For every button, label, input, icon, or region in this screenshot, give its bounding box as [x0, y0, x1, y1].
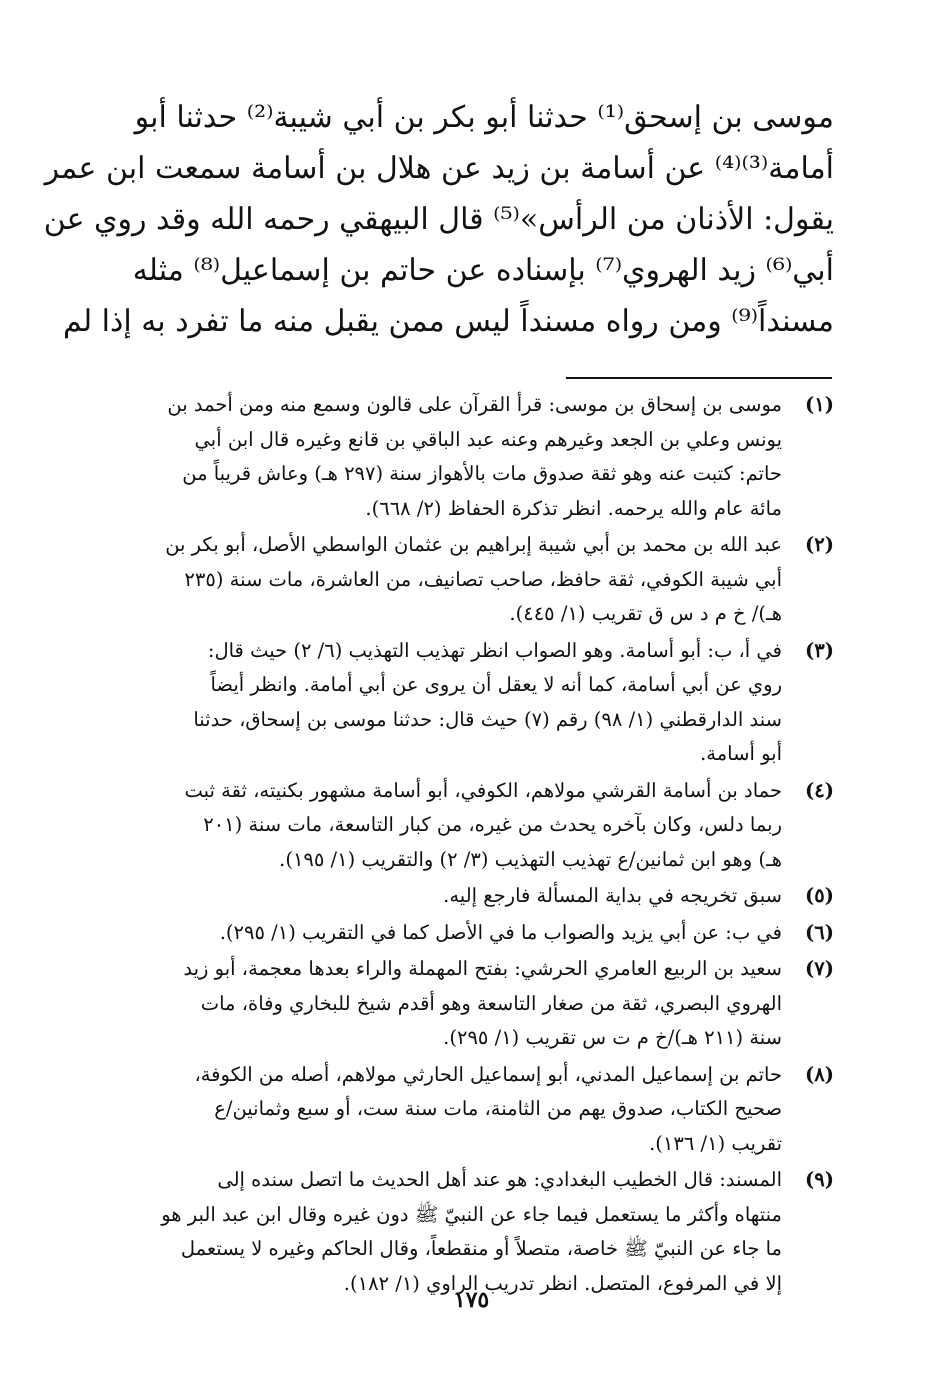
footnote-line: منتهاه وأكثر ما يستعمل فيما جاء عن النبيّ ﷺ دون غيره وقال ابن عبد البر هو — [161, 1202, 782, 1226]
footnote-number: (٢) — [805, 533, 834, 556]
footnote-line: صحيح الكتاب، صدوق يهم من الثامنة، مات سنة ست، أو سبع وثمانين/ع — [214, 1097, 782, 1120]
footnote-line: تقريب (١/ ١٣٦). — [649, 1131, 782, 1155]
footnote-line: سعيد بن الربيع العامري الحرشي: بفتح المهملة والراء بعدها معجمة، أبو زيد — [183, 957, 782, 980]
footnote-5 — [128, 879, 834, 914]
footnote-line: يونس وعلي بن الجعد وغيرهم وعنه عبد الباقي بن قانع وغيره قال ابن أبي — [194, 427, 782, 451]
footnote-line: ما جاء عن النبيّ ﷺ خاصة، متصلاً أو منقطعاً، وقال الحاكم وغيره لا يستعمل — [180, 1237, 782, 1260]
footnote-7 — [128, 952, 834, 1056]
footnote-number: (٣) — [805, 638, 834, 662]
footnote-line: مائة عام والله يرحمه. انظر تذكرة الحفاظ (٢/ ٦٦٨). — [365, 496, 782, 520]
footnote-number: (٧) — [805, 957, 834, 980]
main-text-line: أمامة⁽³⁾⁽⁴⁾ عن أسامة بن زيد عن هلال بن أسامة سمعت ابن عمر — [44, 151, 834, 186]
main-text-line: مسنداً⁽⁹⁾ ومن رواه مسنداً ليس ممن يقبل منه ما تفرد به إذا لم — [63, 304, 834, 339]
footnote-line: سند الدارقطني (١/ ٩٨) رقم (٧) حيث قال: حدثنا موسى بن إسحاق، حدثنا — [193, 707, 782, 731]
main-text-line: أبي⁽⁶⁾ زيد الهروي⁽⁷⁾ بإسناده عن حاتم بن إسماعيل⁽⁸⁾ مثله — [132, 253, 834, 288]
footnote-number: (١) — [805, 393, 834, 416]
footnote-line: موسى بن إسحاق بن موسى: قرأ القرآن على قالون وسمع منه ومن أحمد بن — [167, 393, 782, 416]
footnote-8 — [128, 1058, 834, 1162]
footnote-line: هـ) وهو ابن ثمانين/ع تهذيب التهذيب (٣/ ٢) والتقريب (١/ ١٩٥). — [279, 847, 782, 871]
footnote-4 — [128, 774, 834, 878]
main-text-line: يقول: الأذنان من الرأس»⁽⁵⁾ قال البيهقي رحمه الله وقد روي عن — [43, 202, 834, 237]
footnote-line: الهروي البصري، ثقة من صغار التاسعة وهو أقدم شيخ للبخاري وفاة، مات — [200, 991, 782, 1015]
footnotes — [128, 388, 834, 1303]
footnote-line: أبي شيبة الكوفي، ثقة حافظ، صاحب تصانيف، من العاشرة، مات سنة (٢٣٥ — [184, 567, 782, 591]
footnote-line: سبق تخريجه في بداية المسألة فارجع إليه. — [443, 884, 782, 907]
footnote-line: روي عن أبي أسامة، كما أنه لا يعقل أن يروى عن أبي أمامة. وانظر أيضاً — [210, 673, 782, 696]
main-text-line: موسى بن إسحق⁽¹⁾ حدثنا أبو بكر بن أبي شيبة⁽²⁾ حدثنا أبو — [134, 100, 834, 135]
page-number: ١٧٥ — [453, 1287, 490, 1313]
footnote-line: هـ)/ خ م د س ق تقريب (١/ ٤٤٥). — [509, 602, 782, 625]
footnote-line: حاتم بن إسماعيل المدني، أبو إسماعيل الحارثي مولاهم، أصله من الكوفة، — [194, 1062, 782, 1086]
footnote-line: حماد بن أسامة القرشي مولاهم، الكوفي، أبو أسامة مشهور بكنيته، ثقة ثبت — [184, 778, 782, 802]
footnote-number: (٩) — [805, 1168, 834, 1191]
footnote-separator — [566, 377, 832, 379]
footnote-3 — [128, 634, 834, 772]
footnote-line: سنة (٢١١ هـ)/خ م ت س تقريب (١/ ٢٩٥). — [443, 1026, 782, 1049]
footnote-number: (٨) — [805, 1062, 834, 1086]
footnote-9 — [128, 1163, 834, 1301]
footnote-6 — [128, 916, 834, 951]
footnote-line: في ب: عن أبي يزيد والصواب ما في الأصل كما في التقريب (١/ ٢٩٥). — [219, 920, 782, 944]
footnote-line: إلا في المرفوع، المتصل. انظر تدريب الراوي (١/ ١٨٢). — [343, 1271, 782, 1295]
footnote-line: أبو أسامة. — [700, 742, 782, 765]
footnote-number: (٤) — [805, 778, 834, 802]
footnote-number: (٥) — [805, 884, 834, 907]
footnote-line: حاتم: كتبت عنه وهو ثقة صدوق مات بالأهواز سنة (٢٩٧ هـ) وعاش قريباً من — [182, 462, 782, 485]
main-text — [43, 92, 834, 347]
footnote-1 — [128, 388, 834, 526]
footnote-2 — [128, 528, 834, 632]
footnote-line: ربما دلس، وكان بآخره يحدث من غيره، من كبار التاسعة، مات سنة (٢٠١ — [203, 813, 782, 836]
footnote-number: (٦) — [805, 920, 834, 944]
footnote-line: المسند: قال الخطيب البغدادي: هو عند أهل الحديث ما اتصل سنده إلى — [217, 1168, 782, 1191]
footnote-line: في أ، ب: أبو أسامة. وهو الصواب انظر تهذيب التهذيب (٦/ ٢) حيث قال: — [207, 638, 782, 662]
footnote-line: عبد الله بن محمد بن أبي شيبة إبراهيم بن عثمان الواسطي الأصل، أبو بكر بن — [165, 533, 782, 556]
